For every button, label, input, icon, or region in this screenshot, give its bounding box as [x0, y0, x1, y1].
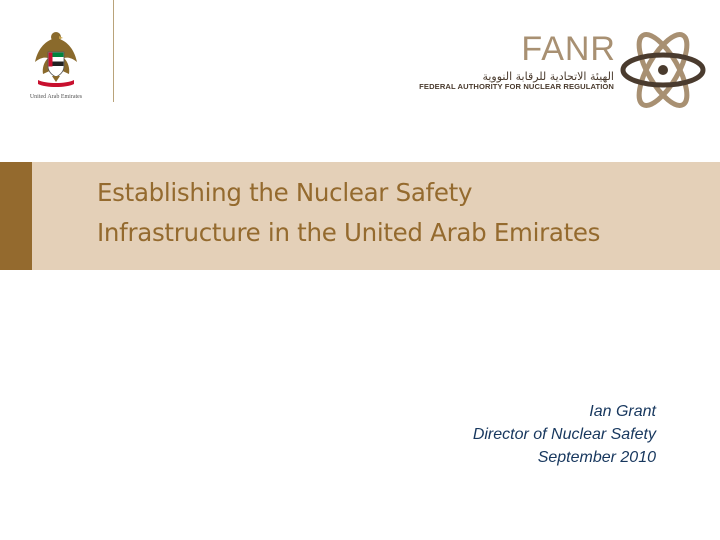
uae-emblem [22, 28, 90, 110]
fanr-english-name: FEDERAL AUTHORITY FOR NUCLEAR REGULATION [419, 82, 614, 91]
falcon-emblem-icon [32, 28, 80, 92]
header-divider [113, 0, 114, 102]
slide-title-line-1: Establishing the Nuclear Safety [97, 178, 473, 207]
presenter-role: Director of Nuclear Safety [472, 426, 656, 443]
fanr-acronym: FANR [521, 30, 616, 68]
slide-title-line-2: Infrastructure in the United Arab Emirates [97, 218, 601, 247]
title-accent-bar [0, 162, 32, 270]
atom-icon [620, 22, 706, 122]
fanr-logo [419, 22, 706, 130]
presentation-date: September 2010 [537, 449, 656, 466]
title-band [0, 162, 720, 270]
slide-title [97, 173, 707, 253]
uae-caption: United Arab Emirates [29, 94, 83, 100]
presenter-block [473, 400, 656, 469]
fanr-arabic-name: الهيئة الاتحادية للرقابة النووية [482, 70, 614, 83]
presenter-name: Ian Grant [589, 403, 656, 420]
